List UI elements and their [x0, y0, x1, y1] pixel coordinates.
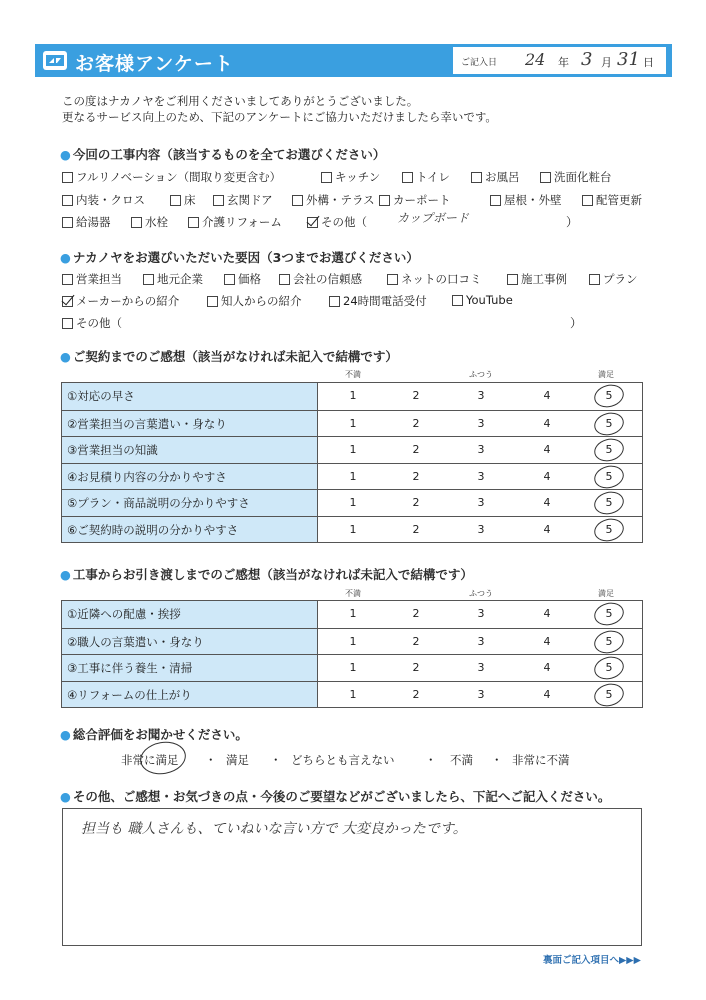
checkbox[interactable] — [540, 172, 551, 183]
checkbox[interactable] — [62, 172, 73, 183]
q1-option[interactable] — [62, 214, 111, 230]
selected-rating-circle — [592, 515, 627, 544]
q1-option[interactable] — [170, 192, 196, 208]
q2-option[interactable] — [589, 271, 638, 287]
checkbox[interactable] — [224, 274, 235, 285]
checkbox-checked[interactable] — [62, 296, 73, 307]
rating-row — [62, 410, 642, 437]
checkbox[interactable] — [62, 318, 73, 329]
option-label: 営業担当 — [76, 272, 122, 286]
q1-option[interactable] — [540, 169, 612, 185]
rating-option[interactable]: 4 — [543, 687, 551, 701]
checkbox[interactable] — [62, 274, 73, 285]
option-label: フルリノベーション（間取り変更含む） — [76, 170, 282, 184]
q2-option[interactable] — [62, 271, 122, 287]
option-label: 知人からの紹介 — [221, 294, 302, 308]
q6-title: ● その他、ご感想・お気づきの点・今後のご要望などがございましたら、下記へご記入ください。 — [60, 789, 611, 804]
checkbox[interactable] — [452, 295, 463, 306]
rating-row — [62, 489, 642, 516]
survey-title: お客様アンケート — [75, 53, 234, 75]
rating-option[interactable]: 4 — [543, 607, 551, 620]
selected-rating-circle — [592, 435, 627, 464]
checkbox[interactable] — [329, 296, 340, 307]
rating-row — [62, 628, 642, 655]
date-label: ご記入日 — [461, 58, 498, 68]
rating-option[interactable]: 2 — [412, 496, 420, 509]
date-day-value: 31 — [617, 49, 640, 70]
option-separator: ・ — [270, 753, 282, 767]
q1-option[interactable] — [213, 192, 273, 208]
checkbox[interactable] — [62, 195, 73, 206]
rating-option[interactable]: 1 — [349, 389, 357, 402]
rating-option[interactable]: 1 — [349, 607, 357, 620]
rating-option[interactable]: 3 — [477, 469, 485, 483]
q5-title: ● 総合評価をお聞かせください。 — [60, 727, 248, 742]
rating-option[interactable]: 2 — [412, 389, 420, 402]
rating-row — [62, 654, 642, 681]
rating-row — [62, 436, 642, 463]
rating-option[interactable]: 3 — [477, 522, 485, 536]
selected-rating-circle — [592, 488, 627, 517]
q4-rating-table — [61, 600, 643, 708]
rating-option[interactable]: 1 — [349, 416, 357, 430]
comment-text: 担当も 職人さんも、ていねいな言い方で 大変良かったです。 — [81, 821, 467, 837]
rating-option[interactable]: 2 — [412, 634, 420, 648]
checkbox[interactable] — [507, 274, 518, 285]
option-label: 水栓 — [145, 215, 168, 229]
q1-option[interactable] — [490, 192, 562, 208]
checkbox[interactable] — [490, 195, 501, 206]
q2-option[interactable] — [62, 315, 122, 331]
q2-option[interactable] — [279, 271, 362, 287]
q2-option[interactable] — [62, 293, 179, 309]
intro-line-1: この度はナカノヤをご利用くださいましてありがとうございました。 — [62, 94, 419, 108]
q2-option[interactable] — [143, 271, 203, 287]
rating-option[interactable]: 3 — [477, 416, 485, 430]
option-separator: ・ — [205, 753, 217, 767]
rating-item-label: ④お見積り内容の分かりやすさ — [62, 464, 318, 490]
rating-option[interactable]: 1 — [349, 443, 357, 456]
overall-option[interactable]: 不満 — [450, 753, 473, 767]
rating-item-label: ④リフォームの仕上がり — [62, 682, 318, 708]
year-unit: 年 — [558, 56, 569, 69]
rating-option[interactable]: 1 — [349, 522, 357, 536]
rating-option[interactable]: 1 — [349, 496, 357, 509]
month-unit: 月 — [601, 56, 612, 69]
selected-rating-circle — [592, 653, 627, 682]
q3-title: ● ご契約までのご感想（該当がなければ未記入で結構です） — [60, 349, 398, 364]
overall-option[interactable]: 満足 — [226, 753, 249, 767]
option-label: 洗面化粧台 — [554, 170, 612, 184]
selected-rating-circle — [592, 680, 627, 709]
rating-option[interactable]: 3 — [477, 607, 485, 620]
q1-option[interactable] — [471, 169, 520, 185]
checkbox[interactable] — [213, 195, 224, 206]
rating-option[interactable]: 2 — [412, 522, 420, 536]
option-label: 外構・テラス — [306, 193, 375, 207]
q1-close-paren: ） — [566, 215, 579, 229]
rating-option[interactable]: 5 — [605, 607, 613, 620]
option-label: 屋根・外壁 — [504, 193, 562, 207]
rating-option[interactable]: 4 — [543, 496, 551, 509]
q1-other-text[interactable]: カップボード — [397, 211, 469, 225]
rating-option[interactable]: 4 — [543, 634, 551, 648]
rating-option[interactable]: 5 — [605, 661, 613, 674]
scale-label-high: 満足 — [598, 370, 614, 379]
rating-option[interactable]: 1 — [349, 661, 357, 674]
selected-rating-circle — [592, 462, 627, 491]
q2-option[interactable] — [207, 293, 302, 309]
option-label: 内装・クロス — [76, 193, 145, 207]
scale-label-mid: ふつう — [469, 589, 493, 598]
rating-option[interactable]: 5 — [605, 469, 613, 483]
rating-option[interactable]: 3 — [477, 661, 485, 674]
company-logo-icon — [43, 51, 67, 70]
checkbox[interactable] — [62, 217, 73, 228]
q1-option[interactable] — [321, 169, 380, 185]
option-separator: ・ — [491, 753, 503, 767]
q1-option[interactable] — [131, 214, 168, 230]
selected-overall-circle — [138, 738, 189, 778]
rating-item-label: ①近隣への配慮・挨拶 — [62, 601, 318, 628]
q1-option[interactable] — [402, 169, 450, 185]
q1-option[interactable] — [188, 214, 282, 230]
rating-option[interactable]: 2 — [412, 661, 420, 674]
q2-option[interactable] — [452, 293, 513, 307]
rating-option[interactable]: 3 — [477, 687, 485, 701]
rating-option[interactable]: 4 — [543, 389, 551, 402]
q2-option[interactable] — [387, 271, 482, 287]
option-label: 価格 — [238, 272, 261, 286]
rating-option[interactable]: 4 — [543, 443, 551, 456]
q2-option[interactable] — [507, 271, 567, 287]
checkbox-checked[interactable] — [307, 217, 318, 228]
header-bar — [35, 44, 672, 77]
q1-option[interactable] — [62, 192, 145, 208]
option-label: その他（ — [76, 316, 122, 330]
rating-option[interactable]: 5 — [605, 443, 613, 456]
rating-row — [62, 681, 642, 708]
selected-rating-circle — [592, 409, 627, 438]
rating-option[interactable]: 4 — [543, 661, 551, 674]
rating-item-label: ③工事に伴う養生・清掃 — [62, 655, 318, 681]
option-label: 玄関ドア — [227, 193, 273, 207]
selected-rating-circle — [592, 381, 627, 410]
rating-option[interactable]: 3 — [477, 389, 485, 402]
q1-option[interactable] — [582, 192, 642, 208]
rating-row — [62, 383, 642, 410]
checkbox[interactable] — [143, 274, 154, 285]
rating-row — [62, 463, 642, 490]
rating-item-label: ②職人の言葉遣い・身なり — [62, 629, 318, 655]
rating-item-label: ⑥ご契約時の説明の分かりやすさ — [62, 517, 318, 543]
checkbox[interactable] — [387, 274, 398, 285]
rating-option[interactable]: 3 — [477, 443, 485, 456]
rating-row — [62, 516, 642, 543]
rating-option[interactable]: 1 — [349, 469, 357, 483]
option-label: 会社の信頼感 — [293, 272, 362, 286]
rating-option[interactable]: 1 — [349, 687, 357, 701]
date-year-value: 24 — [525, 50, 546, 69]
option-label: キッチン — [335, 170, 381, 184]
checkbox[interactable] — [170, 195, 181, 206]
q1-option[interactable] — [292, 192, 375, 208]
date-box[interactable] — [453, 47, 666, 74]
next-page-link[interactable]: 裏面ご記入項目へ▶▶▶ — [543, 955, 641, 966]
rating-option[interactable]: 2 — [412, 687, 420, 701]
option-label: 24時間電話受付 — [343, 294, 427, 308]
checkbox[interactable] — [582, 195, 593, 206]
selected-rating-circle — [592, 599, 627, 628]
rating-option[interactable]: 3 — [477, 496, 485, 509]
rating-option[interactable]: 1 — [349, 634, 357, 648]
option-label: ネットの口コミ — [401, 272, 482, 286]
overall-option[interactable]: 非常に不満 — [512, 753, 570, 767]
rating-option[interactable]: 2 — [412, 469, 420, 483]
option-label: メーカーからの紹介 — [76, 294, 180, 308]
option-label: 介護リフォーム — [202, 215, 282, 229]
rating-option[interactable]: 5 — [605, 416, 613, 430]
option-label: 配管更新 — [596, 193, 642, 207]
date-month-value: 3 — [581, 49, 593, 70]
option-label: プラン — [603, 272, 638, 286]
rating-option[interactable]: 4 — [543, 416, 551, 430]
option-label: 給湯器 — [76, 215, 111, 229]
rating-option[interactable]: 5 — [605, 496, 613, 509]
rating-option[interactable]: 5 — [605, 389, 613, 402]
rating-option[interactable]: 2 — [412, 607, 420, 620]
scale-label-mid: ふつう — [469, 370, 493, 379]
rating-option[interactable]: 2 — [412, 416, 420, 430]
checkbox[interactable] — [589, 274, 600, 285]
option-label: カーポート — [393, 193, 451, 207]
q2-option[interactable] — [329, 293, 427, 309]
q3-rating-table — [61, 382, 643, 543]
rating-option[interactable]: 4 — [543, 522, 551, 536]
checkbox[interactable] — [321, 172, 332, 183]
q1-option[interactable] — [379, 192, 451, 208]
option-label: トイレ — [416, 170, 450, 184]
option-label: その他（ — [321, 215, 367, 229]
overall-option[interactable]: どちらとも言えない — [291, 753, 395, 767]
rating-item-label: ①対応の早さ — [62, 383, 318, 410]
option-label: 施工事例 — [521, 272, 567, 286]
checkbox[interactable] — [402, 172, 413, 183]
rating-option[interactable]: 5 — [605, 687, 613, 701]
rating-option[interactable]: 5 — [605, 522, 613, 536]
rating-option[interactable]: 4 — [543, 469, 551, 483]
checkbox[interactable] — [292, 195, 303, 206]
q2-close-paren: ） — [570, 316, 583, 330]
rating-item-label: ②営業担当の言葉遣い・身なり — [62, 411, 318, 437]
checkbox[interactable] — [279, 274, 290, 285]
option-separator: ・ — [425, 753, 437, 767]
q1-title: ● 今回の工事内容（該当するものを全てお選びください） — [60, 147, 386, 162]
overall-option[interactable]: 非常に満足 — [121, 753, 179, 767]
scale-label-high: 満足 — [598, 589, 614, 598]
checkbox[interactable] — [207, 296, 218, 307]
intro-line-2: 更なるサービス向上のため、下記のアンケートにご協力いただけましたら幸いです。 — [62, 110, 497, 124]
rating-option[interactable]: 5 — [605, 634, 613, 648]
q1-option[interactable] — [307, 214, 367, 230]
selected-rating-circle — [592, 627, 627, 656]
rating-option[interactable]: 2 — [412, 443, 420, 456]
q4-title: ● 工事からお引き渡しまでのご感想（該当がなければ未記入で結構です） — [60, 567, 473, 582]
checkbox[interactable] — [471, 172, 482, 183]
q2-option[interactable] — [224, 271, 261, 287]
option-label: 床 — [184, 193, 196, 207]
q2-title: ● ナカノヤをお選びいただいた要因（3つまでお選びください） — [60, 250, 419, 265]
scale-label-low: 不満 — [345, 589, 361, 598]
rating-item-label: ③営業担当の知識 — [62, 437, 318, 463]
day-unit: 日 — [643, 56, 654, 69]
checkbox[interactable] — [188, 217, 199, 228]
comment-box[interactable] — [62, 808, 642, 946]
scale-label-low: 不満 — [345, 370, 361, 379]
option-label: YouTube — [466, 293, 513, 307]
rating-row — [62, 601, 642, 628]
checkbox[interactable] — [379, 195, 390, 206]
rating-item-label: ⑤プラン・商品説明の分かりやすさ — [62, 490, 318, 516]
option-label: お風呂 — [485, 170, 520, 184]
q1-option[interactable] — [62, 169, 281, 185]
option-label: 地元企業 — [157, 272, 203, 286]
rating-option[interactable]: 3 — [477, 634, 485, 648]
checkbox[interactable] — [131, 217, 142, 228]
